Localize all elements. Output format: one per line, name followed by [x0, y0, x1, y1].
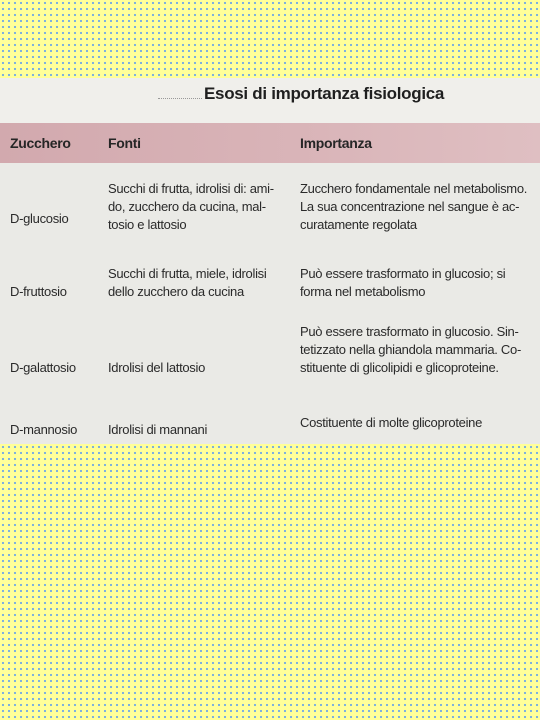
importanza-line: curatamente regolata: [300, 217, 417, 232]
row-galattosio-importanza: [300, 323, 536, 377]
row-mannosio-sugar: D-mannosio: [10, 422, 78, 437]
hexoses-table: [0, 123, 540, 444]
importanza-line: Può essere trasformato in glucosio. Sin-: [300, 324, 519, 339]
row-galattosio-sugar: D-galattosio: [10, 360, 76, 375]
importanza-line: La sua concentrazione nel sangue è ac-: [300, 199, 520, 214]
fonti-line: Succhi di frutta, idrolisi di: ami-: [108, 181, 274, 196]
row-galattosio-fonti: [108, 359, 293, 377]
fonti-line: dello zucchero da cucina: [108, 284, 244, 299]
fonti-line: do, zucchero da cucina, mal-: [108, 199, 266, 214]
row-mannosio-importanza: [300, 414, 536, 432]
importanza-line: tetizzato nella ghiandola mammaria. Co-: [300, 342, 521, 357]
header-zucchero: Zucchero: [10, 135, 71, 151]
scanned-table-image: [0, 78, 540, 444]
row-fruttosio-importanza: [300, 265, 536, 301]
importanza-line: forma nel metabolismo: [300, 284, 426, 299]
fonti-line: Idrolisi di mannani: [108, 422, 208, 437]
header-fonti: Fonti: [108, 135, 141, 151]
importanza-line: Zucchero fondamentale nel metabolismo.: [300, 181, 528, 196]
row-glucosio-sugar: D-glucosio: [10, 211, 69, 226]
row-glucosio-importanza: [300, 180, 536, 234]
row-mannosio-fonti: [108, 421, 293, 439]
row-glucosio-fonti: [108, 180, 293, 234]
row-fruttosio-sugar: D-fruttosio: [10, 284, 67, 299]
table-header-row: [0, 123, 540, 163]
fonti-line: Succhi di frutta, miele, idrolisi: [108, 266, 267, 281]
title-leader-dots: [158, 98, 202, 99]
importanza-line: stituente di glicolipidi e glicoproteine.: [300, 360, 499, 375]
importanza-line: Costituente di molte glicoproteine: [300, 415, 483, 430]
header-importanza: Importanza: [300, 135, 372, 151]
row-fruttosio-fonti: [108, 265, 293, 301]
table-title: Esosi di importanza fisiologica: [204, 84, 445, 103]
fonti-line: Idrolisi del lattosio: [108, 360, 206, 375]
fonti-line: tosio e lattosio: [108, 217, 187, 232]
importanza-line: Può essere trasformato in glucosio; si: [300, 266, 506, 281]
